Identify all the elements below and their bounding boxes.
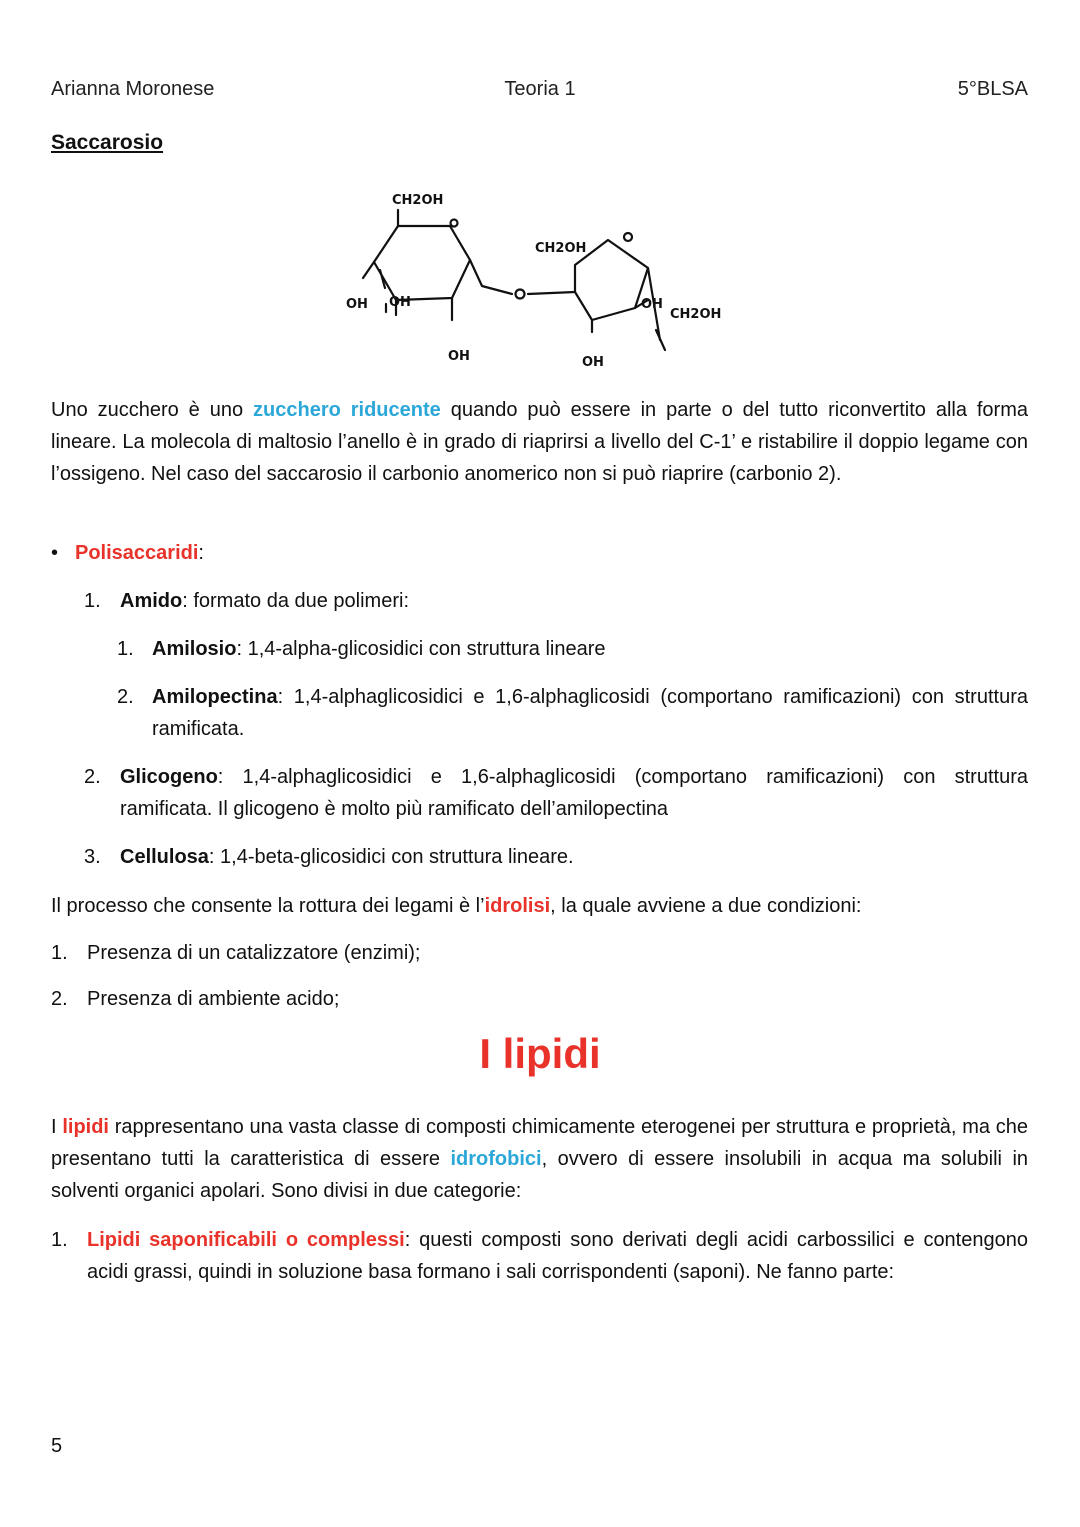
reducing-sugar-paragraph: Uno zucchero è uno zucchero riducente quando può essere in parte o del tutto riconvertito alla forma lineare. La molecola di maltosio l’anello è in grado di riaprirsi a livello del C-1’ e ristabilire il doppio legame con l’ossigeno. Nel caso del saccarosio il carbonio anomerico non si può riaprire (carbonio 2).	[51, 399, 1028, 485]
keyword-idrofobici: idrofobici	[450, 1148, 542, 1170]
keyword-lipidi: lipidi	[62, 1116, 109, 1138]
idrolisi-sentence: Il processo che consente la rottura dei legami è l’idrolisi, la quale avviene a due condizioni:	[51, 895, 862, 917]
term-amilopectina: Amilopectina	[152, 686, 278, 708]
label-oh-fructose: OH	[641, 297, 663, 312]
term-amilosio: Amilosio	[152, 638, 237, 660]
sucrose-structure-diagram	[330, 180, 750, 380]
list-item-amido: 1. Amido: formato da due polimeri:	[84, 590, 409, 612]
term-amido: Amido	[120, 590, 183, 612]
keyword-zucchero-riducente: zucchero riducente	[253, 399, 441, 421]
list-item-lipidi-saponificabili: 1. Lipidi saponificabili o complessi: questi composti sono derivati degli acidi carbossilici e contengono acidi grassi, quindi in soluzione basa formano i sali corrispondenti (saponi). Ne fanno parte:	[51, 1229, 1028, 1283]
label-ch2oh-fructose: CH2OH	[535, 241, 587, 256]
keyword-polisaccaridi: Polisaccaridi	[75, 542, 199, 564]
polisaccaridi-bullet: • Polisaccaridi:	[51, 537, 204, 569]
list-item-amilopectina: 2. Amilopectina: 1,4-alphaglicosidici e 1,6-alphaglicosidi (comportano ramificazioni) con struttura ramificata.	[117, 686, 1028, 740]
header-class-code: 5°BLSA	[957, 78, 1028, 100]
condition-item: 1. Presenza di un catalizzatore (enzimi);	[51, 942, 421, 964]
section-title: Saccarosio	[51, 131, 164, 154]
label-ch2oh-glucose: CH2OH	[392, 193, 444, 208]
term-glicogeno: Glicogeno	[120, 766, 218, 788]
label-ch2oh-right: CH2OH	[670, 307, 722, 322]
list-item-cellulosa: 3. Cellulosa: 1,4-beta-glicosidici con struttura lineare.	[84, 846, 574, 868]
label-oh-fructose-bottom: OH	[582, 355, 604, 370]
bullet-dot: •	[51, 542, 59, 564]
lipidi-paragraph: I lipidi rappresentano una vasta classe di composti chimicamente eterogenei per struttura e proprietà, ma che presentano tutti la caratteristica di essere idrofobici, ovvero di essere insolubili in acqua ma solubili in solventi organici apolari. Sono divisi in due categorie:	[51, 1116, 1029, 1202]
label-oh-left-1: OH	[346, 297, 368, 312]
label-oh-bottom: OH	[448, 349, 470, 364]
lipidi-heading: I lipidi	[479, 1030, 601, 1077]
keyword-lipidi-saponificabili: Lipidi saponificabili o complessi	[87, 1229, 405, 1251]
list-item-amilosio: 1. Amilosio: 1,4-alpha-glicosidici con struttura lineare	[117, 638, 606, 660]
header-author: Arianna Moronese	[51, 78, 215, 100]
label-oh-left-2: OH	[389, 295, 411, 310]
term-cellulosa: Cellulosa	[120, 846, 209, 868]
header-doc-title: Teoria 1	[504, 78, 576, 100]
condition-item: 2. Presenza di ambiente acido;	[51, 988, 340, 1010]
list-item-glicogeno: 2. Glicogeno: 1,4-alphaglicosidici e 1,6-alphaglicosidi (comportano ramificazioni) con struttura ramificata. Il glicogeno è molto più ramificato dell’amilopectina	[84, 766, 1028, 820]
keyword-idrolisi: idrolisi	[484, 895, 551, 917]
page-number: 5	[51, 1435, 63, 1457]
glucose-ring	[374, 226, 470, 300]
